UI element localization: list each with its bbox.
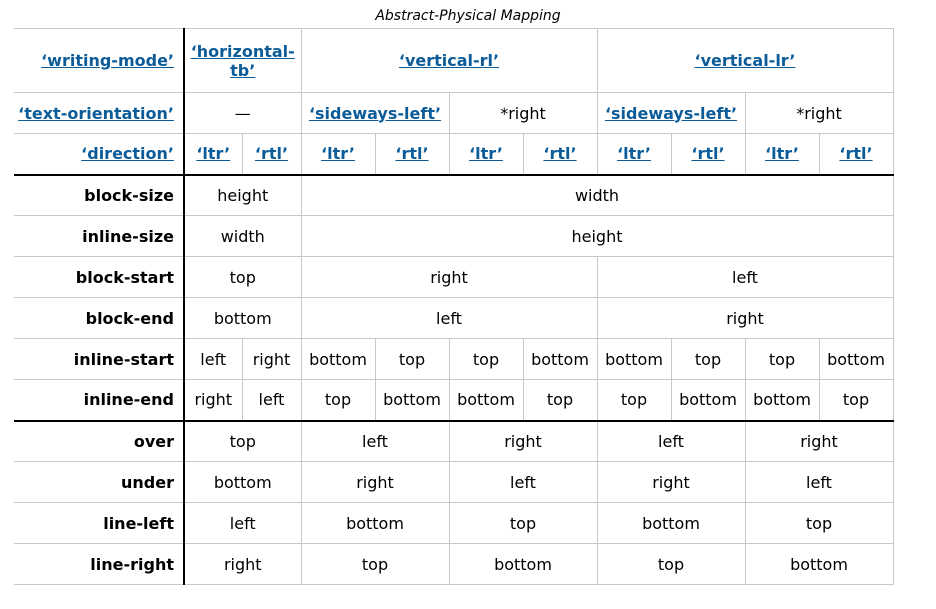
wm-vertical-rl xyxy=(301,29,597,93)
row-header-direction xyxy=(14,134,184,175)
cell: left xyxy=(449,462,597,503)
row-header: inline-size xyxy=(14,216,184,257)
cell: right xyxy=(745,421,893,462)
table-row xyxy=(14,380,893,421)
ltr-link[interactable]: ‘ltr’ xyxy=(469,144,503,164)
cell: right xyxy=(597,462,745,503)
row-header: block-size xyxy=(14,175,184,216)
cell: top xyxy=(745,503,893,544)
cell: bottom xyxy=(523,339,597,380)
cell: top xyxy=(184,257,301,298)
dir-cell xyxy=(819,134,893,175)
row-header: block-start xyxy=(14,257,184,298)
cell: right xyxy=(301,257,597,298)
cell: top xyxy=(449,339,523,380)
cell: bottom xyxy=(597,503,745,544)
cell: width xyxy=(301,175,893,216)
rtl-link[interactable]: ‘rtl’ xyxy=(691,144,725,164)
cell: top xyxy=(449,503,597,544)
direction-row xyxy=(14,134,893,175)
cell: right xyxy=(597,298,893,339)
dir-cell xyxy=(745,134,819,175)
row-header: inline-end xyxy=(14,380,184,421)
cell: right xyxy=(184,544,301,585)
to-dash: — xyxy=(184,93,301,134)
table-row xyxy=(14,216,893,257)
cell: bottom xyxy=(671,380,745,421)
rtl-link[interactable]: ‘rtl’ xyxy=(543,144,577,164)
row-header: line-right xyxy=(14,544,184,585)
sideways-left-link-lr[interactable]: ‘sideways-left’ xyxy=(604,103,738,123)
cell: bottom xyxy=(745,544,893,585)
to-sideways-left-rl xyxy=(301,93,449,134)
table-row xyxy=(14,175,893,216)
cell: left xyxy=(597,257,893,298)
cell: top xyxy=(597,544,745,585)
table-row xyxy=(14,298,893,339)
dir-cell xyxy=(375,134,449,175)
cell: right xyxy=(449,421,597,462)
table-row xyxy=(14,421,893,462)
table-row xyxy=(14,257,893,298)
to-right-lr: *right xyxy=(745,93,893,134)
cell: top xyxy=(375,339,449,380)
cell: bottom xyxy=(184,298,301,339)
rtl-link[interactable]: ‘rtl’ xyxy=(839,144,873,164)
cell: top xyxy=(523,380,597,421)
cell: left xyxy=(184,503,301,544)
row-header: under xyxy=(14,462,184,503)
rtl-link[interactable]: ‘rtl’ xyxy=(254,144,289,164)
ltr-link[interactable]: ‘ltr’ xyxy=(617,144,651,164)
cell: top xyxy=(301,544,449,585)
cell: top xyxy=(745,339,819,380)
cell: top xyxy=(301,380,375,421)
dir-cell xyxy=(301,134,375,175)
dir-cell xyxy=(523,134,597,175)
row-header: line-left xyxy=(14,503,184,544)
ltr-link[interactable]: ‘ltr’ xyxy=(196,144,231,164)
table-caption: Abstract-Physical Mapping xyxy=(375,8,561,24)
cell: left xyxy=(597,421,745,462)
table-row xyxy=(14,462,893,503)
cell: top xyxy=(184,421,301,462)
writing-mode-link[interactable]: ‘writing-mode’ xyxy=(41,51,174,70)
table-row xyxy=(14,339,893,380)
vertical-rl-link[interactable]: ‘vertical-rl’ xyxy=(398,51,500,70)
dir-cell xyxy=(671,134,745,175)
horizontal-tb-link[interactable]: ‘horizontal-tb’ xyxy=(190,41,295,80)
cell: left xyxy=(301,298,597,339)
to-right-rl: *right xyxy=(449,93,597,134)
cell: left xyxy=(301,421,449,462)
cell: left xyxy=(184,339,242,380)
cell: bottom xyxy=(449,380,523,421)
table-row xyxy=(14,544,893,585)
writing-mode-row xyxy=(14,29,893,93)
abstract-physical-mapping-table xyxy=(14,28,894,585)
cell: bottom xyxy=(375,380,449,421)
cell: top xyxy=(819,380,893,421)
cell: right xyxy=(301,462,449,503)
row-header: over xyxy=(14,421,184,462)
wm-horizontal-tb xyxy=(184,29,301,93)
cell: bottom xyxy=(597,339,671,380)
cell: bottom xyxy=(745,380,819,421)
row-header-text-orientation xyxy=(14,93,184,134)
dir-cell xyxy=(449,134,523,175)
cell: height xyxy=(301,216,893,257)
text-orientation-link[interactable]: ‘text-orientation’ xyxy=(18,103,174,123)
cell: top xyxy=(597,380,671,421)
cell: top xyxy=(671,339,745,380)
dir-cell xyxy=(242,134,301,175)
table-row xyxy=(14,503,893,544)
cell: bottom xyxy=(449,544,597,585)
text-orientation-row xyxy=(14,93,893,134)
rtl-link[interactable]: ‘rtl’ xyxy=(395,144,429,164)
sideways-left-link-rl[interactable]: ‘sideways-left’ xyxy=(308,103,442,123)
dir-cell xyxy=(597,134,671,175)
cell: bottom xyxy=(301,503,449,544)
to-sideways-left-lr xyxy=(597,93,745,134)
cell: bottom xyxy=(184,462,301,503)
dir-cell xyxy=(184,134,242,175)
cell: bottom xyxy=(819,339,893,380)
row-header: block-end xyxy=(14,298,184,339)
cell: bottom xyxy=(301,339,375,380)
cell: right xyxy=(242,339,301,380)
row-header-writing-mode xyxy=(14,29,184,93)
cell: left xyxy=(242,380,301,421)
cell: left xyxy=(745,462,893,503)
ltr-link[interactable]: ‘ltr’ xyxy=(765,144,799,164)
cell: right xyxy=(184,380,242,421)
direction-link[interactable]: ‘direction’ xyxy=(81,144,174,164)
vertical-lr-link[interactable]: ‘vertical-lr’ xyxy=(694,51,796,70)
wm-vertical-lr xyxy=(597,29,893,93)
cell: height xyxy=(184,175,301,216)
cell: width xyxy=(184,216,301,257)
row-header: inline-start xyxy=(14,339,184,380)
ltr-link[interactable]: ‘ltr’ xyxy=(321,144,355,164)
